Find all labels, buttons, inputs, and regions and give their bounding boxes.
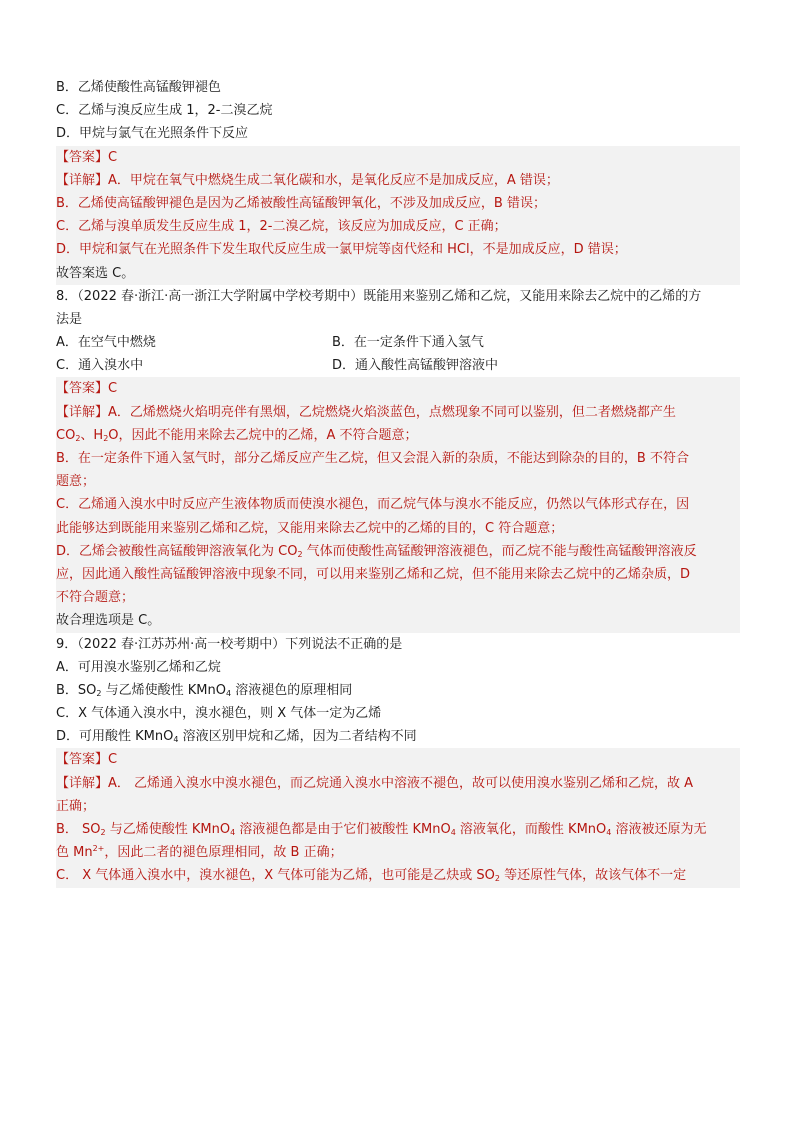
q7-explanation-line: D．甲烷和氯气在光照条件下发生取代反应生成一氯甲烷等卤代烃和 HCl，不是加成反应，D 错误； xyxy=(56,238,740,261)
q8-explanation-line: 不符合题意； xyxy=(56,586,740,609)
explanation-text: 溶液氧化，而酸性 KMnO xyxy=(455,822,607,837)
q9-option-b xyxy=(56,679,740,702)
explanation-text: D．乙烯会被酸性高锰酸钾溶液氧化为 CO xyxy=(56,543,298,559)
q7-answer-block xyxy=(56,146,740,285)
document-content xyxy=(56,76,740,888)
subscript: 4 xyxy=(450,828,456,837)
explanation-text: B． SO xyxy=(56,822,101,837)
q9-stem: 9．（2022 春·江苏苏州·高一校考期中）下列说法不正确的是 xyxy=(56,636,403,652)
explanation-text: 溶液褪色都是由于它们被酸性 KMnO xyxy=(235,822,451,837)
subscript: 2 xyxy=(103,433,109,443)
option-text: 溶液褪色的原理相同 xyxy=(231,682,353,698)
formula-text: CO xyxy=(56,427,76,443)
q8-answer: 【答案】C xyxy=(56,377,740,400)
q7-explanation-line: C．乙烯与溴单质发生反应生成 1，2-二溴乙烷，该反应为加成反应，C 正确； xyxy=(56,215,740,238)
q9-option-c: C．X 气体通入溴水中，溴水褪色，则 X 气体一定为乙烯 xyxy=(56,706,382,722)
q7-option-c: C．乙烯与溴反应生成 1，2-二溴乙烷 xyxy=(56,103,273,119)
q8-explanation-line: 题意； xyxy=(56,470,740,493)
q7-conclusion: 故答案选 C。 xyxy=(56,262,740,285)
q9-option-a: A．可用溴水鉴别乙烯和乙烷 xyxy=(56,659,221,675)
q9-explanation-line xyxy=(56,864,740,887)
q9-explanation-line: 【详解】A． 乙烯通入溴水中溴水褪色，而乙烷通入溴水中溶液不褪色，故可以使用溴水鉴别乙烯和乙烷，故 A xyxy=(56,772,740,795)
q9-answer-block xyxy=(56,748,740,887)
q7-answer: 【答案】C xyxy=(56,146,740,169)
q8-options-row xyxy=(56,331,740,354)
q8-explanation-line: 此能够达到既能用来鉴别乙烯和乙烷，又能用来除去乙烷中的乙烯的目的，C 符合题意； xyxy=(56,517,740,540)
option-text: B．SO xyxy=(56,682,97,698)
q8-option-a: A．在空气中燃烧 xyxy=(56,335,156,351)
q7-explanation-line: 【详解】A．甲烷在氧气中燃烧生成二氧化碳和水，是氧化反应不是加成反应，A 错误； xyxy=(56,169,740,192)
q8-stem-line: 8．（2022 春·浙江·高一浙江大学附属中学校考期中）既能用来鉴别乙烯和乙烷，又能用来除去乙烷中的乙烯的方 xyxy=(56,288,702,304)
q8-explanation-line: B．在一定条件下通入氢气时，部分乙烯反应产生乙烷，但又会混入新的杂质，不能达到除杂的目的，B 不符合 xyxy=(56,447,740,470)
q8-option-b: B．在一定条件下通入氢气 xyxy=(332,335,484,351)
q8-explanation-line: 应，因此通入酸性高锰酸钾溶液中现象不同，可以用来鉴别乙烯和乙烷，但不能用来除去乙烷中的乙烯杂质，D xyxy=(56,563,740,586)
q8-option-c: C．通入溴水中 xyxy=(56,358,144,374)
q9-explanation-line: 正确； xyxy=(56,795,740,818)
subscript: 4 xyxy=(230,828,236,837)
q7-option-d: D．甲烷与氯气在光照条件下反应 xyxy=(56,126,249,142)
q7-explanation-line: B．乙烯使高锰酸钾褪色是因为乙烯被酸性高锰酸钾氧化，不涉及加成反应，B 错误； xyxy=(56,192,740,215)
explanation-text: 色 Mn xyxy=(56,845,93,861)
q8-stem-line: 法是 xyxy=(56,311,83,327)
subscript: 4 xyxy=(173,735,179,745)
q8-explanation-line xyxy=(56,424,740,447)
q8-options-row xyxy=(56,354,740,377)
subscript: 2 xyxy=(297,549,303,559)
explanation-text: 等还原性气体，故该气体不一定 xyxy=(500,868,687,884)
q8-option-d: D．通入酸性高锰酸钾溶液中 xyxy=(332,358,499,374)
explanation-text: 溶液被还原为无 xyxy=(611,822,707,837)
superscript: 2+ xyxy=(92,844,105,854)
explanation-text: C． X 气体通入溴水中，溴水褪色，X 气体可能为乙烯，也可能是乙炔或 SO xyxy=(56,868,495,884)
explanation-text: 气体而使酸性高锰酸钾溶液褪色，而乙烷不能与酸性高锰酸钾溶液反 xyxy=(302,543,697,559)
q9-answer: 【答案】C xyxy=(56,748,740,771)
q8-conclusion: 故合理选项是 C。 xyxy=(56,609,740,632)
option-text: 溶液区别甲烷和乙烯，因为二者结构不同 xyxy=(178,729,417,745)
subscript: 2 xyxy=(100,828,106,837)
q9-explanation-line xyxy=(56,841,740,864)
formula-text: 、H xyxy=(80,427,104,443)
q9-option-d xyxy=(56,725,740,748)
explanation-text: ，因此二者的褪色原理相同，故 B 正确； xyxy=(104,845,343,861)
subscript: 2 xyxy=(75,433,81,443)
option-text: D．可用酸性 KMnO xyxy=(56,729,174,745)
subscript: 4 xyxy=(225,688,232,698)
q8-explanation-line: 【详解】A．乙烯燃烧火焰明亮伴有黑烟，乙烷燃烧火焰淡蓝色，点燃现象不同可以鉴别，但二者燃烧都产生 xyxy=(56,401,740,424)
q8-answer-block xyxy=(56,377,740,632)
subscript: 2 xyxy=(96,688,102,698)
q7-option-b: B．乙烯使酸性高锰酸钾褪色 xyxy=(56,80,221,95)
option-text: 与乙烯使酸性 KMnO xyxy=(101,682,226,698)
q9-explanation-line xyxy=(56,818,740,841)
q8-explanation-line: C．乙烯通入溴水中时反应产生液体物质而使溴水褪色，而乙烷气体与溴水不能反应，仍然以气体形式存在，因 xyxy=(56,493,740,516)
q8-explanation-line xyxy=(56,540,740,563)
subscript: 2 xyxy=(494,874,500,884)
subscript: 4 xyxy=(606,828,612,837)
explanation-text: 与乙烯使酸性 KMnO xyxy=(105,822,231,837)
explanation-text: O，因此不能用来除去乙烷中的乙烯，A 不符合题意； xyxy=(108,427,418,443)
